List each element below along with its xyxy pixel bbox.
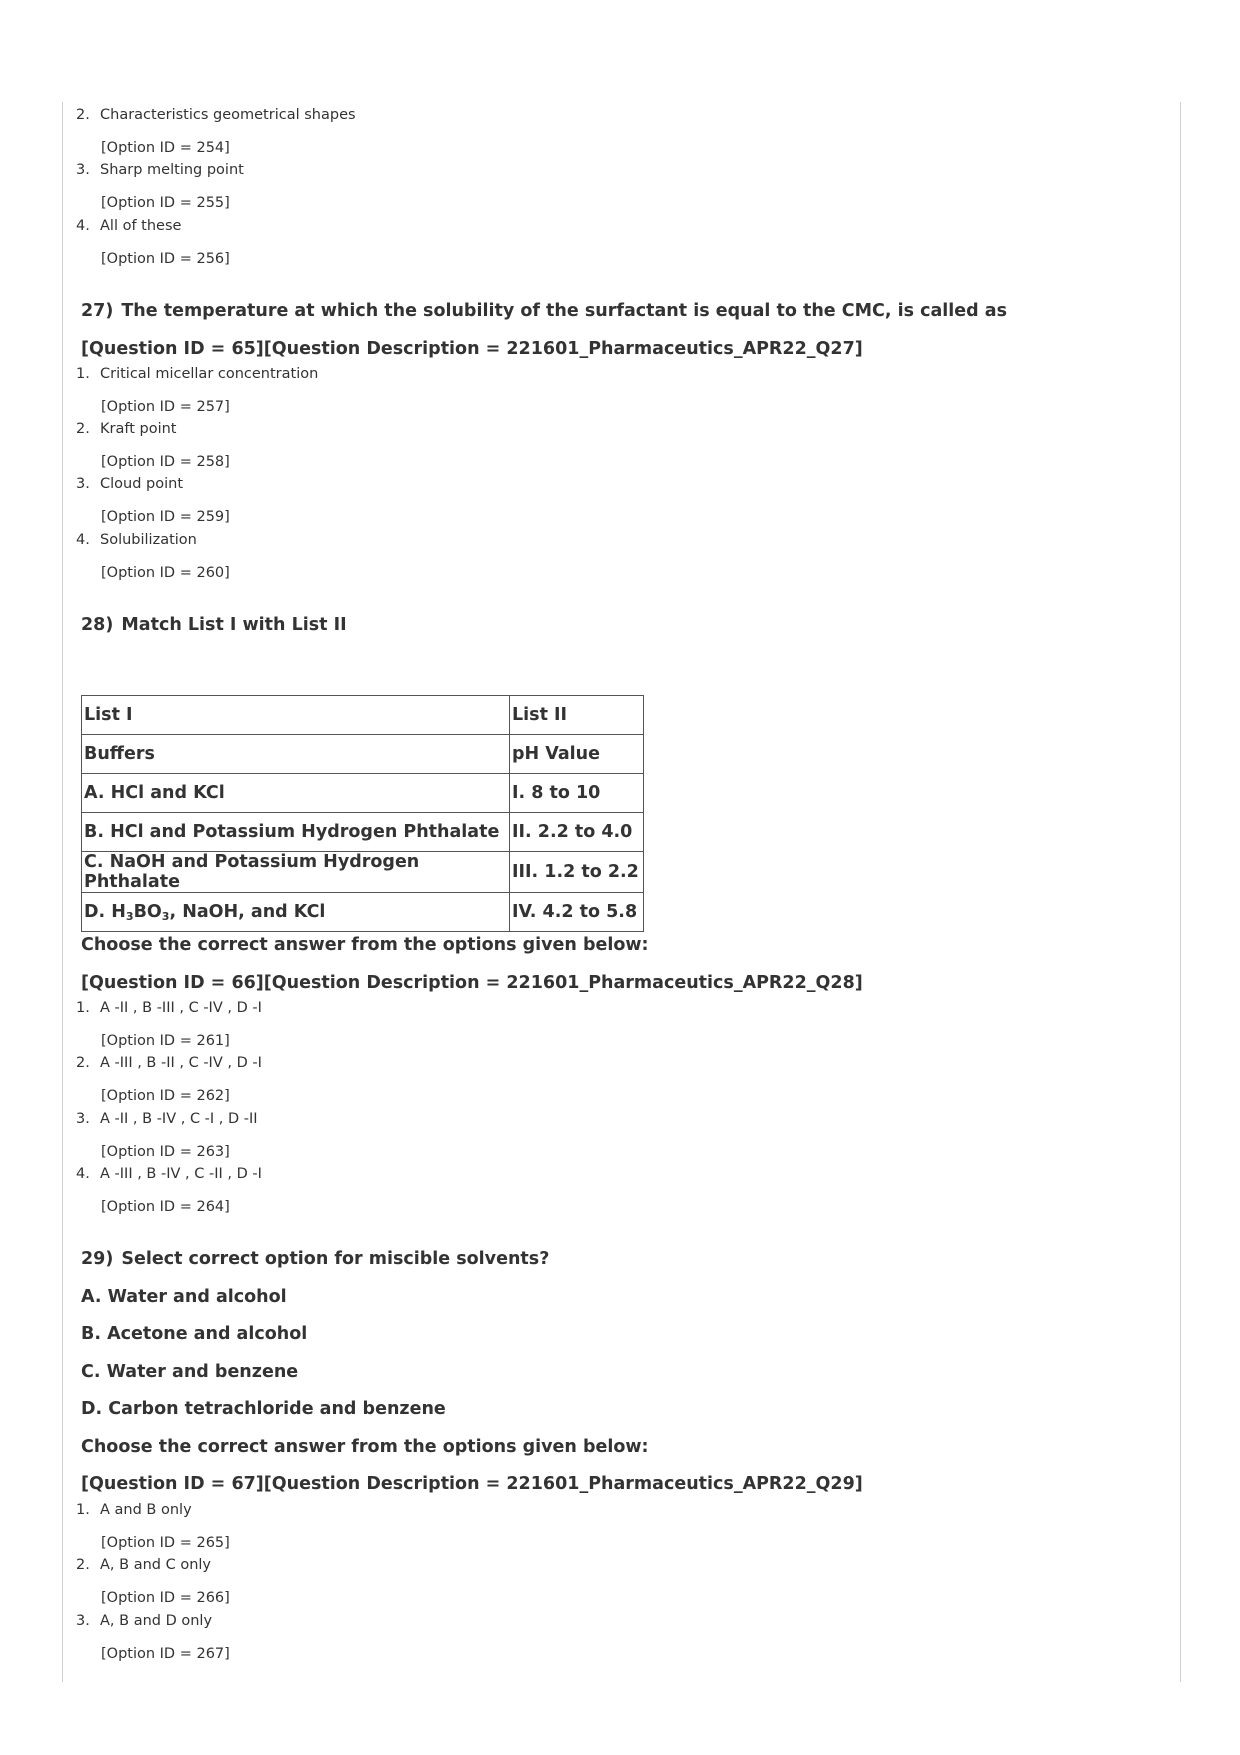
option-item: 3. A -II , B -IV , C -I , D -II <box>76 1111 258 1127</box>
table-row <box>82 852 644 893</box>
option-item: 4. Solubilization <box>76 532 197 548</box>
table-cell: C. NaOH and Potassium Hydrogen Phthalate <box>82 852 510 893</box>
question-title: 28) Match List I with List II <box>81 615 347 635</box>
option-id: [Option ID = 254] <box>101 140 230 156</box>
option-id: [Option ID = 258] <box>101 454 230 470</box>
option-item: 3. Sharp melting point <box>76 162 244 178</box>
option-item: 2. Kraft point <box>76 421 177 437</box>
option-item: 1. Critical micellar concentration <box>76 366 319 382</box>
table-row <box>82 774 644 813</box>
match-table <box>81 695 644 932</box>
table-cell: I. 8 to 10 <box>510 774 644 813</box>
option-item: 2. Characteristics geometrical shapes <box>76 107 356 123</box>
table-cell: A. HCl and KCl <box>82 774 510 813</box>
question-meta: [Question ID = 65][Question Description = 221601_Pharmaceutics_APR22_Q27] <box>81 339 863 359</box>
option-item: 1. A -II , B -III , C -IV , D -I <box>76 1000 262 1016</box>
question-title: 29) Select correct option for miscible solvents? <box>81 1249 550 1269</box>
question-meta: [Question ID = 67][Question Description = 221601_Pharmaceutics_APR22_Q29] <box>81 1474 863 1494</box>
page-right-border <box>1180 102 1181 1682</box>
option-item: 4. A -III , B -IV , C -II , D -I <box>76 1166 262 1182</box>
table-cell: pH Value <box>510 735 644 774</box>
table-cell: List I <box>82 696 510 735</box>
option-id: [Option ID = 266] <box>101 1590 230 1606</box>
option-id: [Option ID = 257] <box>101 399 230 415</box>
option-item: 3. Cloud point <box>76 476 184 492</box>
question-meta: [Question ID = 66][Question Description = 221601_Pharmaceutics_APR22_Q28] <box>81 973 863 993</box>
table-row <box>82 813 644 852</box>
page-left-border <box>62 102 63 1682</box>
option-id: [Option ID = 262] <box>101 1088 230 1104</box>
option-id: [Option ID = 260] <box>101 565 230 581</box>
table-row <box>82 696 644 735</box>
answer-prompt: Choose the correct answer from the options given below: <box>81 1437 649 1457</box>
option-id: [Option ID = 263] <box>101 1144 230 1160</box>
table-cell: D. $H_3BO_3$, NaOH, and KCl <box>82 893 510 932</box>
option-id: [Option ID = 264] <box>101 1199 230 1215</box>
table-cell: B. HCl and Potassium Hydrogen Phthalate <box>82 813 510 852</box>
option-id: [Option ID = 256] <box>101 251 230 267</box>
table-cell: List II <box>510 696 644 735</box>
table-cell: Buffers <box>82 735 510 774</box>
table-row <box>82 893 644 932</box>
option-item: 2. A -III , B -II , C -IV , D -I <box>76 1055 262 1071</box>
question-title: 27) The temperature at which the solubility of the surfactant is equal to the CMC, is called as <box>81 301 1007 321</box>
table-cell: IV. 4.2 to 5.8 <box>510 893 644 932</box>
statement-item: B. Acetone and alcohol <box>81 1324 308 1344</box>
table-cell: II. 2.2 to 4.0 <box>510 813 644 852</box>
option-item: 1. A and B only <box>76 1502 192 1518</box>
option-id: [Option ID = 259] <box>101 509 230 525</box>
table-cell: III. 1.2 to 2.2 <box>510 852 644 893</box>
option-id: [Option ID = 255] <box>101 195 230 211</box>
option-id: [Option ID = 265] <box>101 1535 230 1551</box>
option-item: 3. A, B and D only <box>76 1613 213 1629</box>
option-id: [Option ID = 261] <box>101 1033 230 1049</box>
option-item: 2. A, B and C only <box>76 1557 211 1573</box>
statement-item: C. Water and benzene <box>81 1362 299 1382</box>
answer-prompt: Choose the correct answer from the options given below: <box>81 935 649 955</box>
statement-item: A. Water and alcohol <box>81 1287 287 1307</box>
statement-item: D. Carbon tetrachloride and benzene <box>81 1399 446 1419</box>
option-item: 4. All of these <box>76 218 182 234</box>
option-id: [Option ID = 267] <box>101 1646 230 1662</box>
table-row <box>82 735 644 774</box>
